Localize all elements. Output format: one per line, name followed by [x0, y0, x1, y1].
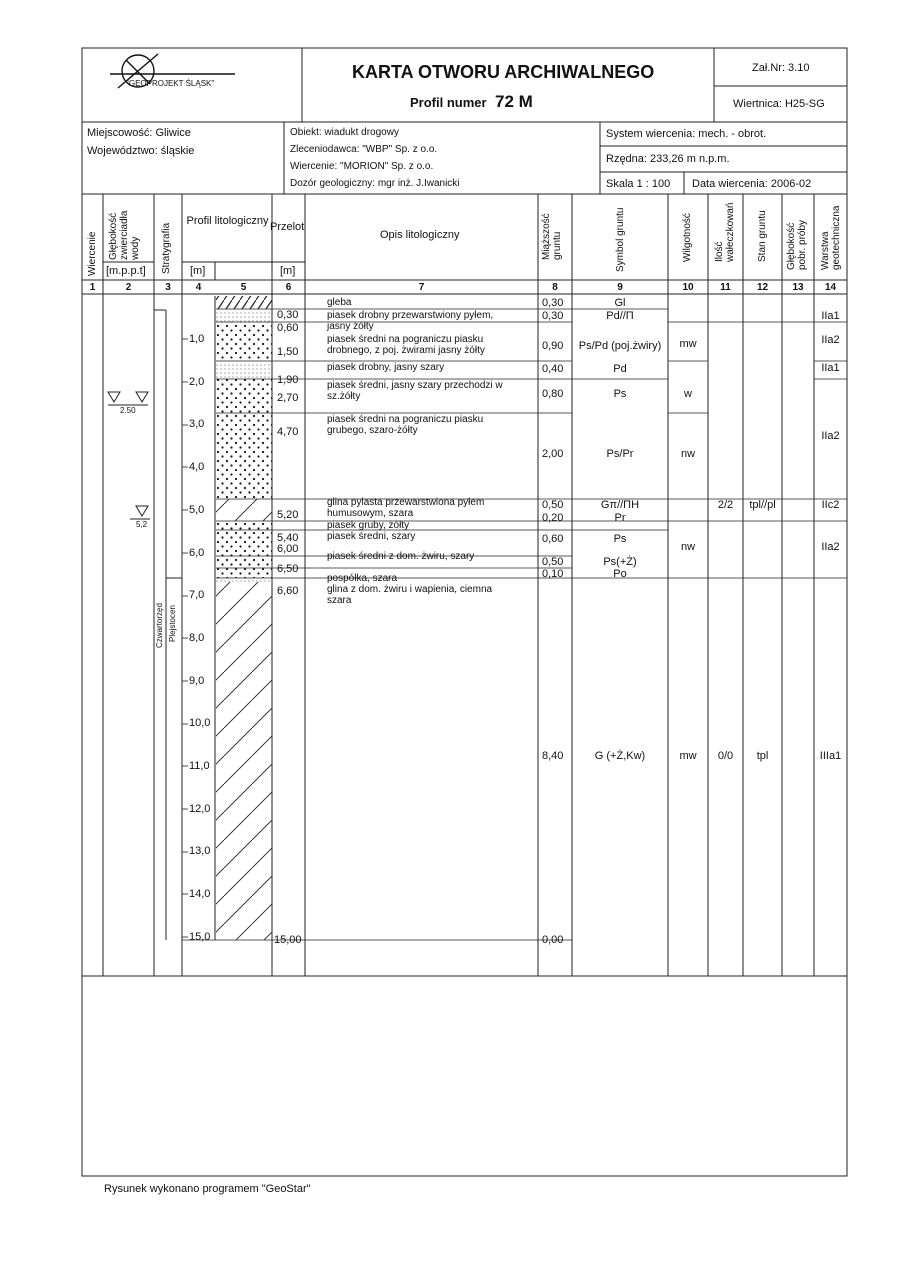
footer-note: Rysunek wykonano programem "GeoStar" — [104, 1183, 311, 1195]
layer-thickness: 0,80 — [542, 388, 564, 400]
layer-description: piasek średni, jasny szary przechodzi w — [327, 380, 503, 391]
depth-scale-label: 6,0 — [189, 546, 205, 559]
layer-symbol: Pd//Π — [606, 310, 634, 322]
depth-scale-label: 8,0 — [189, 631, 205, 644]
col-profil-text: Profil litologiczny — [186, 215, 269, 227]
depth-scale-label: 15,0 — [189, 930, 211, 943]
rzedna: Rzędna: 233,26 m n.p.m. — [606, 153, 730, 165]
layer-thickness: 0,50 — [542, 499, 564, 511]
column-number: 14 — [824, 282, 837, 293]
layer-moisture: w — [684, 388, 692, 400]
layer-symbol: Gπ//ΠH — [600, 499, 640, 511]
layer-description: pospółka, szara — [327, 573, 398, 584]
layer-geotech: IIa1 — [821, 362, 840, 374]
layer-symbol: Ps(+Ż) — [603, 556, 637, 568]
layer-thickness: 8,40 — [542, 750, 564, 762]
layer-bottom-depth: 2,70 — [277, 392, 299, 404]
layer-moisture: nw — [680, 448, 696, 460]
layer-geotech: IIa1 — [821, 310, 840, 322]
zal-nr: Zał.Nr: 3.10 — [752, 62, 810, 74]
layer-bottom-depth: 1,50 — [277, 346, 299, 358]
layer-description: piasek drobny przewarstwiony pyłem, — [327, 310, 494, 321]
depth-scale-label: 10,0 — [189, 717, 211, 730]
column-number: 9 — [617, 282, 623, 293]
layer-thickness: 0,50 — [542, 556, 564, 568]
depth-scale-label: 12,0 — [189, 802, 211, 815]
depth-scale-label: 13,0 — [189, 845, 211, 858]
layer-thickness: 0,90 — [542, 340, 564, 352]
col-ilosc-text: Ilość wałeczkowań — [714, 202, 736, 262]
layer-symbol: Po — [613, 568, 627, 580]
layer-thickness: 0,60 — [542, 533, 564, 545]
water-level-2: 5,2 — [136, 520, 148, 529]
column-number: 8 — [552, 282, 558, 293]
layer-geotech: IIa2 — [821, 541, 840, 553]
layer-symbol: Pr — [614, 512, 626, 524]
layer-thickness: 0,40 — [542, 363, 564, 375]
profile-number: 72 M — [495, 92, 533, 111]
column-number: 13 — [792, 282, 804, 293]
col-profil — [185, 214, 270, 228]
logo-text: "GEOPROJEKT ŚLĄSK" — [126, 79, 215, 88]
col-glebokosc-pobr — [786, 200, 808, 270]
layer-state: tpl — [756, 750, 769, 762]
layer-bottom-depth: 0,30 — [277, 309, 299, 321]
layer-description: piasek gruby, żółty — [327, 520, 410, 531]
depth-scale-label: 9,0 — [189, 674, 205, 687]
layer-moisture: mw — [679, 750, 697, 762]
layer-state: tpl//pl — [749, 499, 776, 511]
layer-description: gleba — [327, 297, 352, 308]
column-number: 11 — [720, 282, 731, 293]
profile-label — [410, 92, 533, 112]
page-title: KARTA OTWORU ARCHIWALNEGO — [352, 62, 655, 82]
layer-thickness: 0,30 — [542, 310, 564, 322]
col-wilgotnosc: Wilgotność — [682, 213, 693, 262]
end-depth: 15,00 — [274, 934, 302, 946]
layer-geotech: IIc2 — [821, 499, 840, 511]
layer-description: grubego, szaro-żółty — [327, 425, 418, 436]
layer-bottom-depth: 4,70 — [277, 426, 299, 438]
col-symbol: Symbol gruntu — [615, 207, 626, 272]
col-ilosc — [714, 202, 736, 262]
profile-label-text: Profil numer — [410, 95, 487, 110]
layer-symbol: Ps/Pd (poj.żwiry) — [578, 340, 662, 352]
layer-description: glina pylasta przewarstwiona pyłem — [327, 497, 485, 508]
wiertnica: Wiertnica: H25-SG — [733, 98, 825, 110]
column-number: 10 — [682, 282, 694, 293]
layer-bottom-depth: 6,50 — [277, 563, 299, 575]
layer-description: szara — [327, 595, 352, 606]
layer-symbol: Pd — [613, 363, 627, 375]
column-number: 1 — [89, 282, 96, 293]
depth-scale-label: 2,0 — [189, 375, 205, 388]
layer-bottom-depth: 0,60 — [277, 322, 299, 334]
layer-thickness: 0,20 — [542, 512, 564, 524]
wojewodztwo: Województwo: śląskie — [87, 145, 195, 157]
miejscowosc: Miejscowość: Gliwice — [87, 127, 191, 139]
layer-symbol: Ps — [613, 533, 627, 545]
layer-bottom-depth: 6,00 — [277, 543, 299, 555]
water-level-1: 2.50 — [120, 406, 136, 415]
layer-thickness: 0,10 — [542, 568, 564, 580]
col-wiercenie: Wiercenie — [87, 231, 98, 276]
col-glebokosc-pobr-text: Głębokość pobr. próby — [786, 219, 808, 270]
layer-bottom-depth: 5,20 — [277, 509, 299, 521]
column-number: 4 — [195, 282, 202, 293]
layer-thickness: 0,30 — [542, 297, 564, 309]
stratigraphy-era: Czwartorzęd — [155, 603, 164, 648]
layer-symbol: Gl — [614, 297, 626, 309]
lithology-profile — [216, 296, 272, 940]
layer-description: drobnego, z poj. żwirami jasny żółty — [327, 345, 485, 356]
layer-rolls: 2/2 — [717, 499, 734, 511]
depth-scale-label: 11,0 — [189, 760, 210, 772]
depth-scale-label: 7,0 — [189, 589, 205, 602]
column-number: 12 — [756, 282, 769, 293]
zleceniodawca: Zleceniodawca: "WBP" Sp. z o.o. — [290, 144, 438, 155]
data-wiercenia: Data wiercenia: 2006-02 — [692, 178, 812, 190]
depth-scale-label: 3,0 — [189, 418, 205, 431]
layer-description: piasek średni na pograniczu piasku — [327, 334, 484, 345]
layer-description: piasek średni z dom. żwiru, szary — [327, 551, 475, 562]
col-przelot-unit: [m] — [280, 265, 296, 277]
layer-geotech: IIa2 — [821, 334, 840, 346]
layer-geotech: IIIa1 — [819, 750, 842, 762]
layer-description: glina z dom. żwiru i wapienia, ciemna — [327, 584, 493, 595]
layer-bottom-depth: 6,60 — [277, 585, 299, 597]
col-warstwa — [820, 200, 842, 270]
col-przelot: Przelot — [270, 221, 305, 233]
layer-bottom-depth: 1,90 — [277, 374, 299, 386]
wiercenie: Wiercenie: "MORION" Sp. z o.o. — [290, 161, 434, 172]
layer-bottom-depth: 5,40 — [277, 532, 299, 544]
stratigraphy-epoch: Plejstocen — [168, 605, 177, 642]
col-stan: Stan gruntu — [757, 210, 768, 262]
layer-symbol: G (+Ż,Kw) — [594, 750, 646, 762]
col-warstwa-text: Warstwa geotechniczna — [820, 205, 842, 270]
layer-thickness: 2,00 — [542, 448, 564, 460]
system-wiercenia: System wiercenia: mech. - obrot. — [606, 128, 767, 140]
layer-rolls: 0/0 — [717, 750, 734, 762]
layer-description: humusowym, szara — [327, 508, 414, 519]
dozor: Dozór geologiczny: mgr inż. J.Iwanicki — [290, 178, 460, 189]
skala: Skala 1 : 100 — [606, 178, 671, 190]
obiekt: Obiekt: wiadukt drogowy — [290, 127, 399, 138]
column-number: 5 — [240, 282, 247, 293]
col-glebokosc — [108, 198, 141, 260]
column-number: 7 — [418, 282, 425, 293]
depth-scale-label: 5,0 — [189, 503, 205, 516]
layer-description: piasek średni, szary — [327, 531, 416, 542]
layer-description: sz.żółty — [327, 391, 361, 402]
layer-symbol: Ps/Pr — [606, 448, 634, 460]
layer-moisture: nw — [680, 541, 696, 553]
layer-description: piasek drobny, jasny szary — [327, 362, 445, 373]
col-profil-unit: [m] — [190, 265, 206, 277]
col-stratygrafia: Stratygrafia — [161, 222, 172, 274]
column-number: 6 — [285, 282, 292, 293]
col-miazszosc-text: Miąższość gruntu — [541, 213, 563, 260]
col-opis: Opis litologiczny — [380, 229, 460, 241]
column-number: 3 — [165, 282, 171, 293]
layer-geotech: IIa2 — [821, 430, 840, 442]
depth-scale-label: 1,0 — [189, 333, 205, 345]
col-miazszosc — [541, 205, 563, 260]
end-thickness: 0,00 — [542, 934, 564, 946]
layer-symbol: Ps — [613, 388, 627, 400]
col-glebokosc-unit: [m.p.p.t] — [106, 265, 146, 277]
depth-scale-label: 14,0 — [189, 888, 211, 901]
col-glebokosc-text: Głębokość zwierciadła wody — [108, 210, 141, 260]
layer-description: jasny żółty — [327, 321, 374, 332]
depth-scale-label: 4,0 — [189, 461, 205, 474]
column-number: 2 — [125, 282, 132, 293]
layer-moisture: mw — [679, 338, 697, 350]
layer-description: piasek średni na pograniczu piasku — [327, 414, 484, 425]
